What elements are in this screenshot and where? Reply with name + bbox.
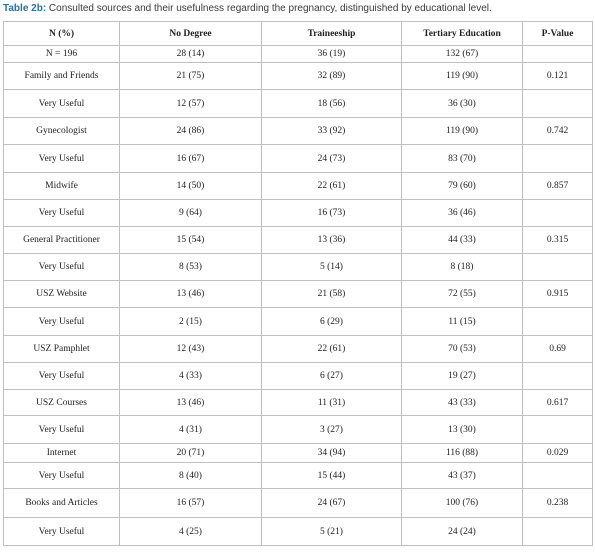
traineeship-cell: 34 (94) — [262, 444, 402, 463]
tertiary-education-cell: 83 (70) — [402, 145, 523, 173]
row-label: USZ Website — [4, 281, 120, 308]
traineeship-cell: 3 (27) — [262, 416, 402, 444]
traineeship-cell: 24 (73) — [262, 145, 402, 173]
table-row — [4, 227, 593, 254]
no-degree-cell: 12 (43) — [120, 336, 262, 363]
traineeship-cell: 5 (14) — [262, 254, 402, 281]
traineeship-cell: 15 (44) — [262, 463, 402, 489]
p-value-cell: 0.915 — [523, 281, 593, 308]
tertiary-education-cell: 13 (30) — [402, 416, 523, 444]
traineeship-cell: 21 (58) — [262, 281, 402, 308]
traineeship-cell: 32 (89) — [262, 63, 402, 90]
table-row — [4, 118, 593, 145]
no-degree-cell: 21 (75) — [120, 63, 262, 90]
row-label: Very Useful — [4, 254, 120, 281]
traineeship-cell: 6 (29) — [262, 308, 402, 336]
table-label: Table 2b: — [3, 3, 47, 14]
traineeship-cell: 13 (36) — [262, 227, 402, 254]
table-row — [4, 254, 593, 281]
traineeship-cell: 11 (31) — [262, 390, 402, 416]
p-value-cell: 0.121 — [523, 63, 593, 90]
column-header-p-value: P-Value — [523, 22, 593, 46]
tertiary-education-cell: 79 (60) — [402, 173, 523, 200]
traineeship-cell: 22 (61) — [262, 173, 402, 200]
no-degree-cell: 16 (57) — [120, 489, 262, 518]
row-label: Very Useful — [4, 416, 120, 444]
p-value-cell — [523, 463, 593, 489]
row-label: Very Useful — [4, 145, 120, 173]
no-degree-cell: 13 (46) — [120, 281, 262, 308]
row-label: Very Useful — [4, 308, 120, 336]
row-label: Very Useful — [4, 518, 120, 546]
tertiary-education-cell: 119 (90) — [402, 63, 523, 90]
row-label: USZ Pamphlet — [4, 336, 120, 363]
p-value-cell: 0.315 — [523, 227, 593, 254]
tertiary-education-cell: 24 (24) — [402, 518, 523, 546]
traineeship-cell: 22 (61) — [262, 336, 402, 363]
row-label: Very Useful — [4, 90, 120, 118]
row-label: Very Useful — [4, 463, 120, 489]
row-label: Very Useful — [4, 200, 120, 227]
column-header-tertiary-education: Tertiary Education — [402, 22, 523, 46]
tertiary-education-cell: 43 (33) — [402, 390, 523, 416]
p-value-cell — [523, 308, 593, 336]
p-value-cell — [523, 363, 593, 390]
column-header-traineeship: Traineeship — [262, 22, 402, 46]
no-degree-cell: 4 (25) — [120, 518, 262, 546]
data-table — [3, 21, 593, 546]
table-row — [4, 444, 593, 463]
no-degree-cell: 8 (40) — [120, 463, 262, 489]
row-label: USZ Courses — [4, 390, 120, 416]
row-label: Internet — [4, 444, 120, 463]
table-row — [4, 308, 593, 336]
traineeship-cell: 36 (19) — [262, 46, 402, 63]
no-degree-cell: 24 (86) — [120, 118, 262, 145]
table-row — [4, 281, 593, 308]
table-row — [4, 390, 593, 416]
table-row — [4, 145, 593, 173]
table-row — [4, 90, 593, 118]
no-degree-cell: 15 (54) — [120, 227, 262, 254]
table-row — [4, 489, 593, 518]
tertiary-education-cell: 70 (53) — [402, 336, 523, 363]
row-label: Very Useful — [4, 363, 120, 390]
no-degree-cell: 14 (50) — [120, 173, 262, 200]
table-row — [4, 363, 593, 390]
table-row — [4, 63, 593, 90]
no-degree-cell: 4 (33) — [120, 363, 262, 390]
tertiary-education-cell: 36 (46) — [402, 200, 523, 227]
p-value-cell — [523, 416, 593, 444]
traineeship-cell: 18 (56) — [262, 90, 402, 118]
header-row — [4, 22, 593, 46]
tertiary-education-cell: 11 (15) — [402, 308, 523, 336]
table-body — [4, 46, 593, 546]
p-value-cell: 0.238 — [523, 489, 593, 518]
table-caption-text: Consulted sources and their usefulness regarding the pregnancy, distinguished by educational level. — [46, 3, 492, 14]
tertiary-education-cell: 43 (37) — [402, 463, 523, 489]
p-value-cell — [523, 145, 593, 173]
row-label: General Practitioner — [4, 227, 120, 254]
p-value-cell: 0.742 — [523, 118, 593, 145]
table-row — [4, 173, 593, 200]
row-label: Gynecologist — [4, 118, 120, 145]
no-degree-cell: 28 (14) — [120, 46, 262, 63]
row-label: Midwife — [4, 173, 120, 200]
p-value-cell: 0.69 — [523, 336, 593, 363]
tertiary-education-cell: 36 (30) — [402, 90, 523, 118]
column-header-no-degree: No Degree — [120, 22, 262, 46]
traineeship-cell: 16 (73) — [262, 200, 402, 227]
tertiary-education-cell: 119 (90) — [402, 118, 523, 145]
traineeship-cell: 24 (67) — [262, 489, 402, 518]
no-degree-cell: 8 (53) — [120, 254, 262, 281]
p-value-cell — [523, 200, 593, 227]
table-row — [4, 200, 593, 227]
row-label: Books and Articles — [4, 489, 120, 518]
tertiary-education-cell: 72 (55) — [402, 281, 523, 308]
row-label: Family and Friends — [4, 63, 120, 90]
p-value-cell: 0.857 — [523, 173, 593, 200]
table-row — [4, 518, 593, 546]
tertiary-education-cell: 44 (33) — [402, 227, 523, 254]
table-row — [4, 336, 593, 363]
no-degree-cell: 9 (64) — [120, 200, 262, 227]
traineeship-cell: 5 (21) — [262, 518, 402, 546]
p-value-cell: 0.029 — [523, 444, 593, 463]
table-row — [4, 46, 593, 63]
p-value-cell — [523, 46, 593, 63]
no-degree-cell: 2 (15) — [120, 308, 262, 336]
no-degree-cell: 16 (67) — [120, 145, 262, 173]
tertiary-education-cell: 132 (67) — [402, 46, 523, 63]
traineeship-cell: 6 (27) — [262, 363, 402, 390]
p-value-cell — [523, 518, 593, 546]
p-value-cell — [523, 254, 593, 281]
table-row — [4, 416, 593, 444]
tertiary-education-cell: 100 (76) — [402, 489, 523, 518]
p-value-cell: 0.617 — [523, 390, 593, 416]
p-value-cell — [523, 90, 593, 118]
table-row — [4, 463, 593, 489]
no-degree-cell: 4 (31) — [120, 416, 262, 444]
tertiary-education-cell: 8 (18) — [402, 254, 523, 281]
no-degree-cell: 12 (57) — [120, 90, 262, 118]
column-header-n: N (%) — [4, 22, 120, 46]
no-degree-cell: 20 (71) — [120, 444, 262, 463]
traineeship-cell: 33 (92) — [262, 118, 402, 145]
row-label: N = 196 — [4, 46, 120, 63]
no-degree-cell: 13 (46) — [120, 390, 262, 416]
tertiary-education-cell: 116 (88) — [402, 444, 523, 463]
table-caption — [3, 3, 592, 14]
tertiary-education-cell: 19 (27) — [402, 363, 523, 390]
